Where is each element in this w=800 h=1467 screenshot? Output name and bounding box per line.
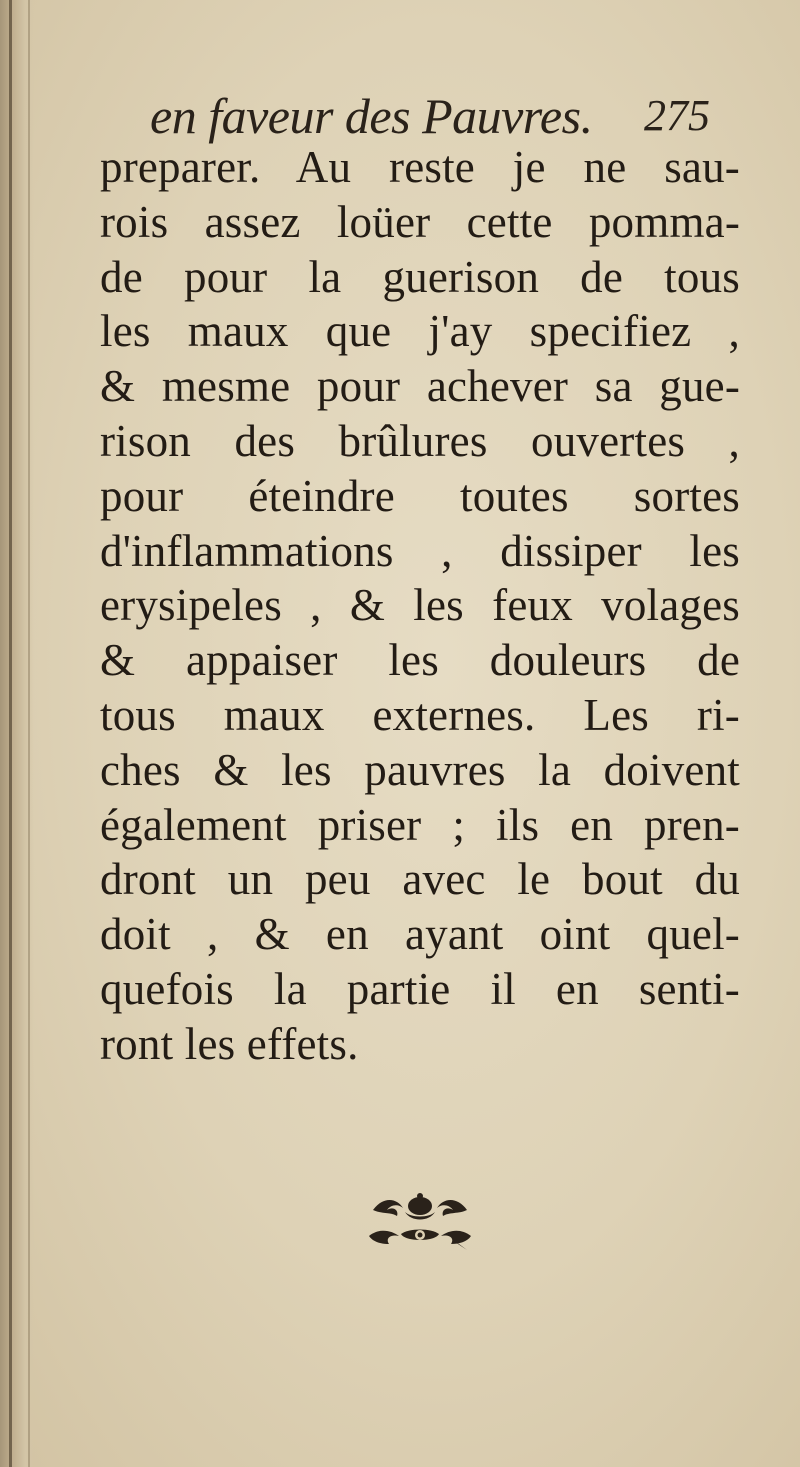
text-line: preparer. Au reste je ne sau-: [100, 142, 740, 192]
text-line-last: ront les effets.: [100, 1018, 359, 1069]
text-line: les maux que j'ay specifiez ,: [100, 306, 740, 357]
running-head: [150, 86, 710, 146]
text-line: & appaiser les douleurs de: [100, 635, 740, 686]
text-line: également priser ; ils en pren-: [100, 799, 740, 850]
text-line: ches & les pauvres la doivent: [100, 744, 740, 795]
text-line: tous maux externes. Les ri-: [100, 689, 740, 740]
binding-thread: [9, 0, 12, 1467]
binding-fold: [28, 0, 30, 1467]
text-line: rois assez loüer cette pomma-: [100, 196, 740, 247]
text-line: quefois la partie il en senti-: [100, 963, 740, 1014]
text-line: d'inflammations , dissiper les: [100, 525, 740, 576]
text-line: dront un peu avec le bout du: [100, 854, 740, 905]
text-line: pour éteindre toutes sortes: [100, 470, 740, 521]
text-line: rison des brûlures ouvertes ,: [100, 415, 740, 466]
text-line: & mesme pour achever sa gue-: [100, 361, 740, 412]
body-text: [100, 140, 740, 1072]
text-line: de pour la guerison de tous: [100, 251, 740, 302]
page-number: 275: [644, 91, 710, 140]
running-head-title: en faveur des Pauvres.: [150, 88, 593, 144]
text-line: doit , & en ayant oint quel-: [100, 909, 740, 960]
text-line: erysipeles , & les feux volages: [100, 580, 740, 631]
fleuron-ornament-icon: [355, 1188, 485, 1258]
